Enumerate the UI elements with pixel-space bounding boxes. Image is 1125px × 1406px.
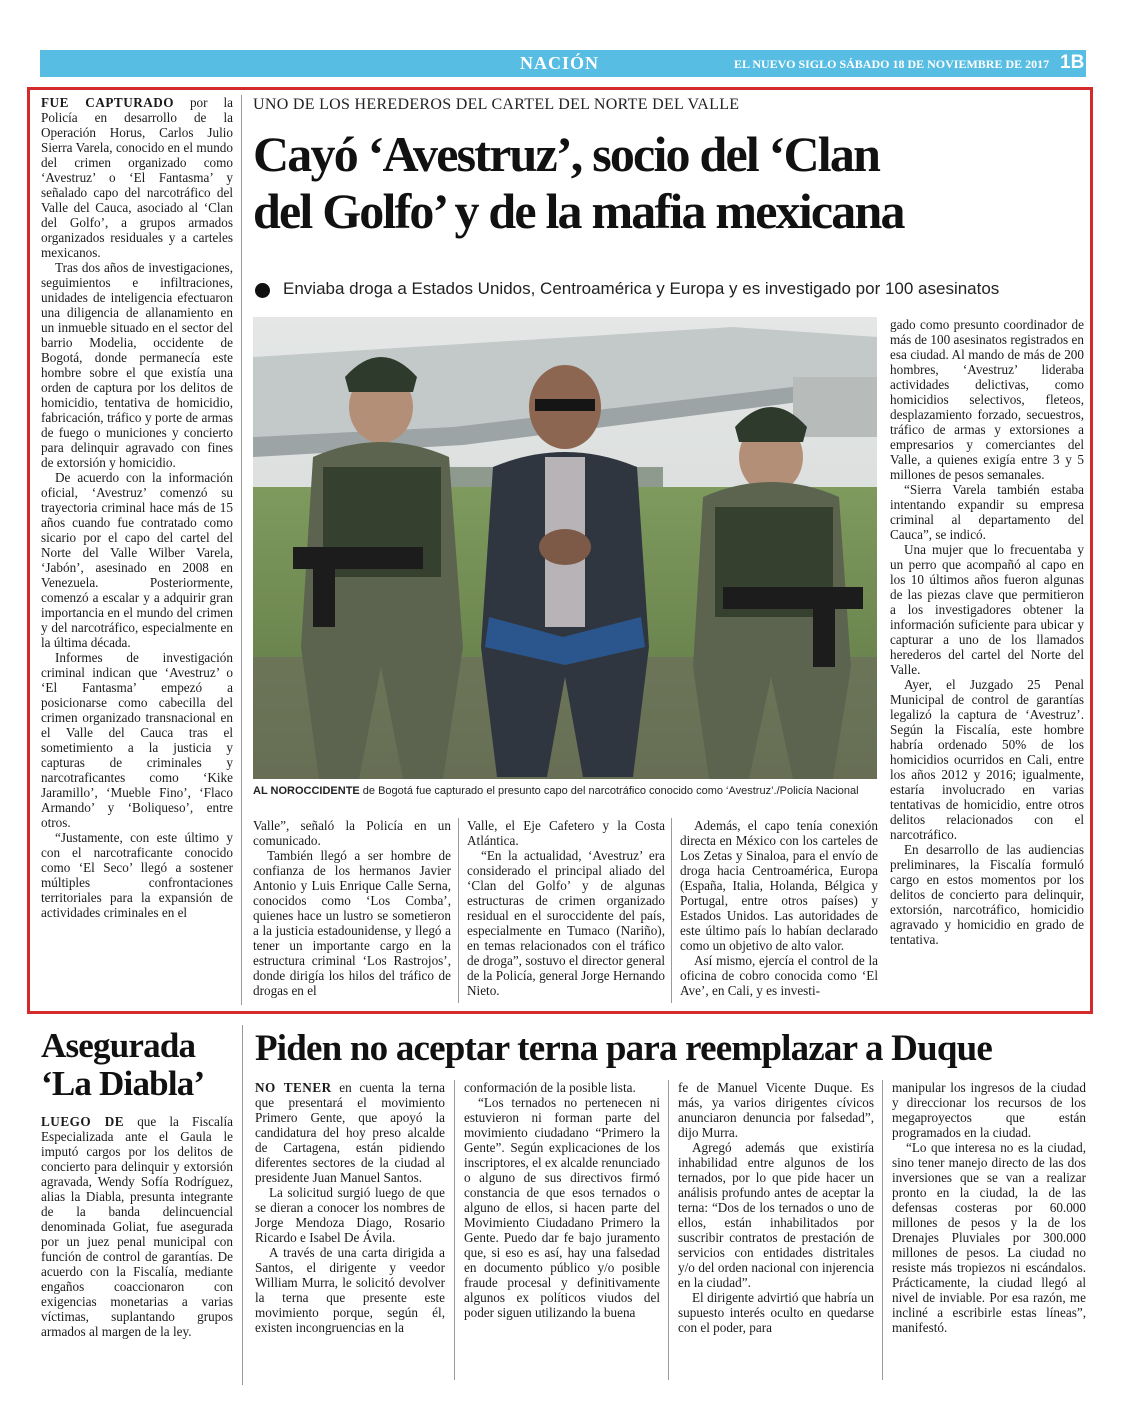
column-rule <box>241 95 242 1005</box>
bullet-icon <box>255 283 270 298</box>
main-story-column-4: Además, el capo tenía conexión directa en México con los carteles de Los Zetas y Sinaloa, para el envío de droga hacia Centroamérica, Europa (España, Italia, Holanda, Bélgica y Portugal, entre otros países) y Estados Unidos. Las autoridades de este último país lo habían declarado como un objetivo de alto valor. Así mismo, ejercía el control de la oficina de cobro conocida como ‘El Ave’, en Cali, y es investi- <box>680 818 878 998</box>
column-rule <box>454 1080 455 1380</box>
lead-in: LUEGO DE <box>41 1114 125 1129</box>
main-story-column-3: Valle, el Eje Cafetero y la Costa Atlántica. “En la actualidad, ‘Avestruz’ era considerado el principal aliado del ‘Clan del Golfo’ y de algunas estructuras de crimen organizado residual en el suroccidente del país, especialmente en Tumaco (Nariño), en temas relacionados con el tráfico de droga”, sostuvo el director general de la Policía, general Jorge Hernando Nieto. <box>467 818 665 998</box>
main-story-right-column: gado como presunto coordinador de más de 100 asesinatos registrados en esa ciudad. Al mando de más de 200 hombres, ‘Avestruz’ lideraba actividades delictivas, como homicidios selectivos, fleteos, desplazamiento forzado, secuestros, tráfico de armas y extorsiones a empresarios y comerciantes del Valle, a quienes exigía entre 3 y 5 millones de pesos semanales. “Sierra Varela también estaba intentando expandir su empresa criminal al departamento del Cauca”, se indicó. Una mujer que lo frecuentaba y un perro que acompañó al capo en los 10 últimos años fueron algunas de las piezas clave que permitieron a los investigadores obtener la información suficiente para ubicar y capturar a uno de los llamados herederos del cartel del Norte del Valle. Ayer, el Juzgado 25 Penal Municipal de control de garantías legalizó la captura de ‘Avestruz’. Según la Fiscalía, este hombre habría ordenado 50% de los homicidios ocurridos en Cali, entre los años 2012 y 2016; igualmente, estaría involucrado en varias tentativas de homicidio, entre otros delitos relacionados con el narcotráfico. En desarrollo de las audiencias preliminares, la Fiscalía formuló cargo en estos momentos por los delitos de concierto para delinquir, extorsión, narcotráfico, homicidio agravado y homicidio en grado de tentativa. <box>890 317 1084 947</box>
section-name: NACIÓN <box>520 53 600 73</box>
duque-column-4: manipular los ingresos de la ciudad y direccionar los recursos de los megaproyectos que están programados en la ciudad. “Lo que interesa no es la ciudad, sino tener manejo directo de las dos inversiones que se van a realizar pronto en la ciudad, la de las defensas costeras por 60.000 millones de pesos y la de los Drenajes Pluviales por 300.000 millones de pesos. La ciudad no resiste más tropiezos ni escándalos. Prácticamente, la ciudad llegó al nivel de inviable. Por esa razón, me incliné a escribirle estas líneas”, manifestó. <box>892 1080 1086 1335</box>
side-story-body: LUEGO DE que la Fiscalía Especializada ante el Gaula le imputó cargos por los delitos de concierto para delinquir y extorsión agravada, Wendy Sofía Rodríguez, alias la Diabla, presunta integrante de la banda delincuencial denominada Goliat, fue asegurada por un juez penal municipal con función de control de garantías. De acuerdo con la Fiscalía, mediante engaños coaccionaron con exigencias monetarias a varias víctimas, suplantando grupos armados al margen de la ley. <box>41 1114 234 1339</box>
subheadline: Enviaba droga a Estados Unidos, Centroamérica y Europa y es investigado por 100 asesinatos <box>283 279 1000 298</box>
main-headline: Cayó ‘Avestruz’, socio del ‘Clan del Golfo’ y de la mafia mexicana <box>253 126 904 239</box>
arrest-photo <box>253 317 877 779</box>
left-paragraph-1: FUE CAPTURADO por la Policía en desarrollo de la Operación Horus, Carlos Julio Sierra Varela, conocido en el mundo del crimen organizado como ‘Avestruz’ o ‘El Fantasma’ y señalado capo del narcotráfico del Valle del Cauca, asociado al ‘Clan del Golfo’, a grupos armados organizados residuales y a carteles mexicanos. <box>41 95 233 260</box>
kicker: UNO DE LOS HEREDEROS DEL CARTEL DEL NORTE DEL VALLE <box>253 96 740 113</box>
page-number: 1B <box>1060 52 1085 73</box>
left-paragraph-5: “Justamente, con este último y con el narcotraficante conocido como ‘El Seco’ llegó a sostener múltiples confrontaciones territoriales para la expansión de actividades criminales en el <box>41 830 233 920</box>
left-paragraph-4: Informes de investigación criminal indican que ‘Avestruz’ o ‘El Fantasma’ empezó a posicionarse como cabecilla del crimen organizado transnacional en el Valle del Cauca tras el sometimiento a la justicia y capturas de criminales y narcotraficantes como ‘Kike Jaramillo’, ‘Mueble Fino’, ‘Flaco Armando’ y ‘Boliqueso’, entre otros. <box>41 650 233 830</box>
side-story-headline: Asegurada ‘La Diabla’ <box>41 1026 205 1103</box>
main-story-left-column <box>41 95 233 920</box>
duque-column-3: fe de Manuel Vicente Duque. Es más, ya varios dirigentes cívicos anunciaron denuncia por falsedad”, dijo Murra. Agregó además que existiría inhabilidad entre algunos de los ternados, por lo que pide hacer un análisis profundo antes de aceptar la terna: “Dos de los ternados o uno de ellos, están inhabilitados por suscribir contratos de prestación de servicios con entidades distritales y/o del orden nacional con injerencia en la ciudad”. El dirigente advirtió que habría un supuesto interés oculto en quedarse con el poder, para <box>678 1080 874 1335</box>
photo-caption: AL NOROCCIDENTE de Bogotá fue capturado el presunto capo del narcotráfico conocido como ‘Avestruz’./Policía Nacional <box>253 785 859 797</box>
duque-column-1: NO TENER en cuenta la terna que presentará el movimiento Primero Gente, que apoyó la candidatura del hoy preso alcalde de Cartagena, están pidiendo diferentes sectores de la ciudad al presidente Juan Manuel Santos. La solicitud surgió luego de que se dieran a conocer los nombres de Jorge Mendoza Diago, Rosario Ricardo e Isabel De Ávila. A través de una carta dirigida a Santos, el dirigente y veedor William Murra, le solicitó devolver la terna que presente este movimiento porque, según él, existen incongruencias en la <box>255 1080 445 1335</box>
lead-in: FUE CAPTURADO <box>41 95 175 110</box>
column-rule <box>668 1080 669 1380</box>
left-paragraph-3: De acuerdo con la información oficial, ‘Avestruz’ comenzó su trayectoria criminal hace más de 15 años cuando fue contratado como sicario por el capo del cartel del Norte del Valle Wilber Varela, ‘Jabón’, asesinado en 2008 en Venezuela. Posteriormente, comenzó a escalar y a adquirir gran importancia en el mundo del crimen y del narcotráfico, especialmente en la última década. <box>41 470 233 650</box>
main-story-column-2: Valle”, señaló la Policía en un comunicado. También llegó a ser hombre de confianza de los hermanos Javier Antonio y Luis Enrique Calle Serna, conocidos como ‘Los Comba’, quienes hace un lustro se sometieron a la justicia estadounidense, y llegó a tener un importante cargo en la estructura criminal ‘Los Rastrojos’, donde dirigía los hilos del tráfico de drogas en el <box>253 818 451 998</box>
dateline: EL NUEVO SIGLO SÁBADO 18 DE NOVIEMBRE DE 2017 <box>734 57 1050 71</box>
column-rule <box>242 1025 243 1385</box>
duque-column-2: conformación de la posible lista. “Los ternados no pertenecen ni estuvieron ni forman parte del movimiento ciudadano “Primero la Gente”. Según explicaciones de los inscriptores, el ex alcalde renunciado o alguno de sus directivos firmó constancia de que esos ternados o alguno de ellos, si hacen parte del Movimiento Ciudadano Primero la Gente. Puedo dar fe bajo juramento que, si eso es así, hay una falsedad en documento público y/o posible fraude procesal y definitivamente algunos ex políticos viudos del poder siguen utilizando la buena <box>464 1080 660 1320</box>
column-rule <box>882 1080 883 1380</box>
duque-story-headline: Piden no aceptar terna para reemplazar a Duque <box>255 1028 993 1069</box>
column-rule <box>671 818 672 1003</box>
lead-in: NO TENER <box>255 1080 332 1095</box>
column-rule <box>458 818 459 1003</box>
left-paragraph-2: Tras dos años de investigaciones, seguimientos e infiltraciones, unidades de inteligencia efectuaron una diligencia de allanamiento en un inmueble situado en el sector del barrio Modelia, occidente de Bogotá, donde permanecía este hombre sobre el que existía una orden de captura por los delitos de homicidio, tentativa de homicidio, fabricación, tráfico y porte de armas de fuego o municiones y concierto para delinquir agravado con fines de extorsión y homicidio. <box>41 260 233 470</box>
